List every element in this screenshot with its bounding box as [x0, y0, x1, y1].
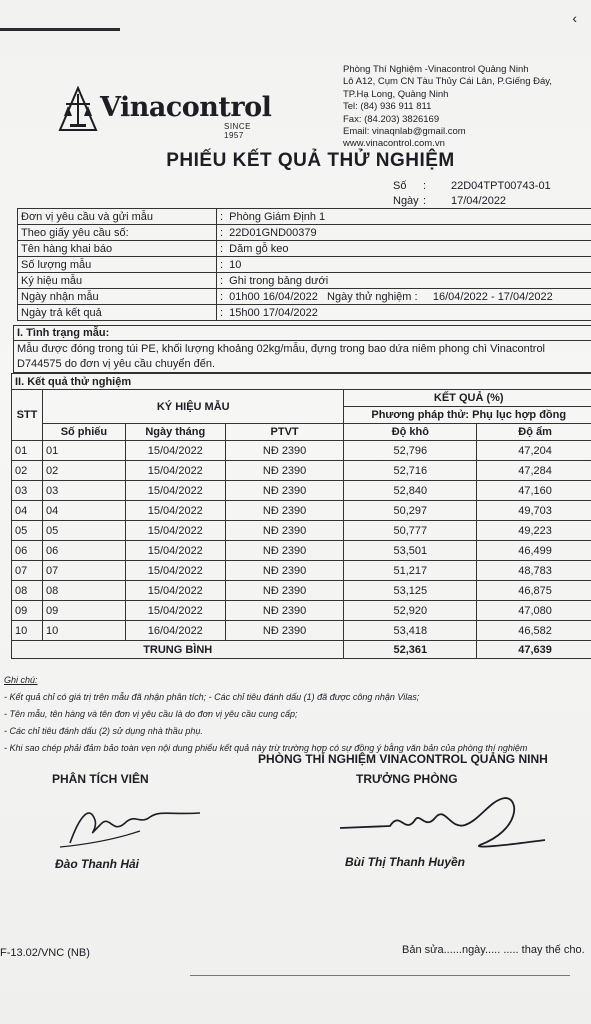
results-table: [11, 373, 591, 659]
table-row: [12, 521, 591, 541]
cell-ptvt: NĐ 2390: [225, 561, 344, 581]
so-label: Số: [393, 180, 407, 192]
info-value: : Ghi trong bảng dưới: [217, 273, 591, 289]
cell-ngay: 15/04/2022: [125, 441, 225, 461]
cell-ngay: 15/04/2022: [125, 581, 225, 601]
cell-ptvt: NĐ 2390: [225, 481, 344, 501]
cell-do-kho: 50,297: [344, 501, 477, 521]
table-row: [12, 461, 591, 481]
cell-so-phieu: 08: [42, 581, 125, 601]
table-row: [12, 621, 591, 641]
cell-do-am: 47,204: [477, 441, 591, 461]
info-row: [18, 289, 591, 305]
table-row: [12, 501, 591, 521]
colon: :: [423, 195, 427, 207]
section-title: I. Tình trạng mẫu:: [14, 326, 591, 341]
cell-ptvt: NĐ 2390: [225, 601, 344, 621]
cell-do-kho: 50,777: [344, 521, 477, 541]
cell-so-phieu: 04: [42, 501, 125, 521]
revision-line: Bản sửa......ngày..... ..... thay thế cho.: [402, 944, 585, 956]
cell-stt: 01: [12, 441, 43, 461]
cell-do-am: 49,703: [477, 501, 591, 521]
info-label: Ký hiệu mẫu: [18, 273, 217, 289]
scales-emblem-icon: [58, 86, 98, 132]
cell-so-phieu: 03: [42, 481, 125, 501]
document-meta: [393, 179, 551, 209]
head-name: Bùi Thị Thanh Huyền: [345, 855, 465, 869]
table-row: [12, 561, 591, 581]
cell-do-am: 47,080: [477, 601, 591, 621]
sample-condition-section: [13, 325, 591, 373]
header-ngay-thang: Ngày tháng: [125, 424, 225, 441]
info-value: : Phòng Giám Định 1: [217, 209, 591, 225]
note-line: - Kết quả chỉ có giá trị trên mẫu đã nhận phân tích; - Các chỉ tiêu đánh dấu (1) đã được công nhận Vilas;: [4, 692, 420, 702]
info-label: Tên hàng khai báo: [18, 241, 217, 257]
average-label: TRUNG BÌNH: [12, 641, 344, 659]
cell-do-kho: 52,840: [344, 481, 477, 501]
cell-stt: 05: [12, 521, 43, 541]
lab-info-line: Fax: (84.203) 3826169: [343, 113, 440, 125]
cell-ptvt: NĐ 2390: [225, 581, 344, 601]
cell-ngay: 15/04/2022: [125, 521, 225, 541]
cell-do-am: 48,783: [477, 561, 591, 581]
cell-so-phieu: 05: [42, 521, 125, 541]
header-ky-hieu: KÝ HIỆU MẪU: [42, 390, 343, 424]
note-line: - Khi sao chép phải đảm bảo toàn vẹn nội dung phiếu kết quả này trừ trường hợp có sự đồng ý bằng văn bản của phòng thí nghiệm: [4, 743, 528, 753]
cell-ngay: 16/04/2022: [125, 621, 225, 641]
results-section-title-row: [12, 374, 591, 390]
cell-do-kho: 51,217: [344, 561, 477, 581]
info-row: [18, 257, 591, 273]
cell-so-phieu: 01: [42, 441, 125, 461]
info-label: Đơn vị yêu cầu và gửi mẫu: [18, 209, 217, 225]
info-value: : 15h00 17/04/2022: [217, 305, 591, 321]
table-row: [12, 581, 591, 601]
form-code: F-13.02/VNC (NB): [0, 947, 90, 959]
analyst-title: PHÂN TÍCH VIÊN: [52, 772, 149, 786]
lab-info-line: TP.Hạ Long, Quảng Ninh: [343, 88, 449, 100]
info-row: [18, 273, 591, 289]
cell-do-kho: 52,920: [344, 601, 477, 621]
cell-ngay: 15/04/2022: [125, 501, 225, 521]
cell-stt: 04: [12, 501, 43, 521]
notes-block: [4, 672, 527, 757]
brand-since: SINCE 1957: [224, 122, 251, 140]
info-row: [18, 225, 591, 241]
cell-ptvt: NĐ 2390: [225, 521, 344, 541]
cell-ptvt: NĐ 2390: [225, 541, 344, 561]
brand-name: Vinacontrol: [100, 92, 272, 123]
average-do-kho: 52,361: [344, 641, 477, 659]
cell-ngay: 15/04/2022: [125, 481, 225, 501]
cell-ngay: 15/04/2022: [125, 461, 225, 481]
cell-do-kho: 52,796: [344, 441, 477, 461]
cell-stt: 09: [12, 601, 43, 621]
header-phuong-phap: Phương pháp thử: Phụ lục hợp đồng: [344, 407, 591, 424]
cell-stt: 10: [12, 621, 43, 641]
cell-do-am: 46,582: [477, 621, 591, 641]
head-signature: [330, 790, 550, 860]
document-title: PHIẾU KẾT QUẢ THỬ NGHIỆM: [166, 150, 455, 171]
analyst-signature: [50, 795, 210, 855]
lab-info-line: Phòng Thí Nghiệm -Vinacontrol Quảng Ninh: [343, 64, 529, 75]
cell-stt: 08: [12, 581, 43, 601]
section-text: Mẫu được đóng trong túi PE, khối lượng khoảng 02kg/mẫu, đựng trong bao dứa niêm phong chì Vinacontrol D744575 do đơn vị yêu cầu chuyển đến.: [17, 343, 546, 370]
cell-stt: 06: [12, 541, 43, 561]
cell-so-phieu: 07: [42, 561, 125, 581]
cell-do-am: 46,875: [477, 581, 591, 601]
ngay-label: Ngày: [393, 195, 419, 207]
header-do-am: Độ ẩm: [477, 424, 591, 441]
cell-so-phieu: 10: [42, 621, 125, 641]
average-do-am: 47,639: [477, 641, 591, 659]
lab-info-line: Lô A12, Cụm CN Tàu Thủy Cái Lân, P.Giếng Đáy,: [343, 76, 552, 88]
cell-stt: 07: [12, 561, 43, 581]
info-value: : 01h00 16/04/2022 Ngày thử nghiệm : 16/04/2022 - 17/04/2022: [217, 289, 591, 305]
cell-so-phieu: 06: [42, 541, 125, 561]
so-value: 22D04TPT00743-01: [451, 180, 551, 192]
table-row: [12, 601, 591, 621]
analyst-name: Đào Thanh Hải: [55, 857, 140, 871]
notes-title: Ghi chú:: [4, 675, 38, 685]
info-label: Theo giấy yêu cầu số:: [18, 225, 217, 241]
info-value: : Dăm gỗ keo: [217, 241, 591, 257]
cell-stt: 03: [12, 481, 43, 501]
info-label: Ngày trả kết quả: [18, 305, 217, 321]
table-row: [12, 481, 591, 501]
info-label: Số lượng mẫu: [18, 257, 217, 273]
cell-stt: 02: [12, 461, 43, 481]
note-line: - Các chỉ tiêu đánh dấu (2) sử dụng nhà thầu phụ.: [4, 726, 203, 736]
cell-ptvt: NĐ 2390: [225, 621, 344, 641]
lab-contact-block: [343, 64, 552, 151]
info-row: [18, 209, 591, 225]
cell-ngay: 15/04/2022: [125, 601, 225, 621]
cell-do-kho: 52,716: [344, 461, 477, 481]
top-rule: [0, 28, 120, 31]
average-row: [12, 641, 591, 659]
header-ket-qua: KẾT QUẢ (%): [344, 390, 591, 407]
cell-ngay: 15/04/2022: [125, 541, 225, 561]
table-row: [12, 541, 591, 561]
info-value: : 22D01GND00379: [217, 225, 591, 241]
info-value: : 10: [217, 257, 591, 273]
lab-info-line: Tel: (84) 936 911 811: [343, 101, 432, 113]
header-ptvt: PTVT: [225, 424, 344, 441]
lab-org-name: PHÒNG THÍ NGHIỆM VINACONTROL QUẢNG NINH: [258, 752, 548, 766]
ngay-value: 17/04/2022: [451, 195, 507, 207]
cell-do-kho: 53,501: [344, 541, 477, 561]
info-row: [18, 305, 591, 321]
cell-do-kho: 53,418: [344, 621, 477, 641]
lab-info-line: Email: vinaqnlab@gmail.com: [343, 126, 466, 138]
cell-so-phieu: 02: [42, 461, 125, 481]
cell-ptvt: NĐ 2390: [225, 441, 344, 461]
info-label: Ngày nhận mẫu: [18, 289, 217, 305]
info-row: [18, 241, 591, 257]
cell-ngay: 15/04/2022: [125, 561, 225, 581]
cell-ptvt: NĐ 2390: [225, 501, 344, 521]
table-row: [12, 441, 591, 461]
note-line: - Tên mẫu, tên hàng và tên đơn vị yêu cầu là do đơn vị yêu cầu cung cấp;: [4, 709, 298, 719]
lab-info-line: www.vinacontrol.com.vn: [343, 138, 445, 150]
colon: :: [423, 180, 427, 192]
header-stt: STT: [12, 390, 43, 441]
cell-do-am: 47,160: [477, 481, 591, 501]
header-row: [12, 424, 591, 441]
cell-do-am: 46,499: [477, 541, 591, 561]
head-title: TRƯỞNG PHÒNG: [356, 772, 458, 786]
vinacontrol-logo: [58, 86, 272, 140]
cell-so-phieu: 09: [42, 601, 125, 621]
header-do-kho: Độ khô: [344, 424, 477, 441]
corner-mark: ‹: [572, 10, 577, 26]
header-so-phieu: Số phiếu: [42, 424, 125, 441]
sample-info-table: [17, 208, 591, 321]
cell-do-am: 49,223: [477, 521, 591, 541]
cell-do-kho: 53,125: [344, 581, 477, 601]
footer-rule: [190, 975, 570, 976]
cell-ptvt: NĐ 2390: [225, 461, 344, 481]
cell-do-am: 47,284: [477, 461, 591, 481]
section-title: II. Kết quả thử nghiệm: [12, 374, 591, 390]
header-row: [12, 390, 591, 407]
